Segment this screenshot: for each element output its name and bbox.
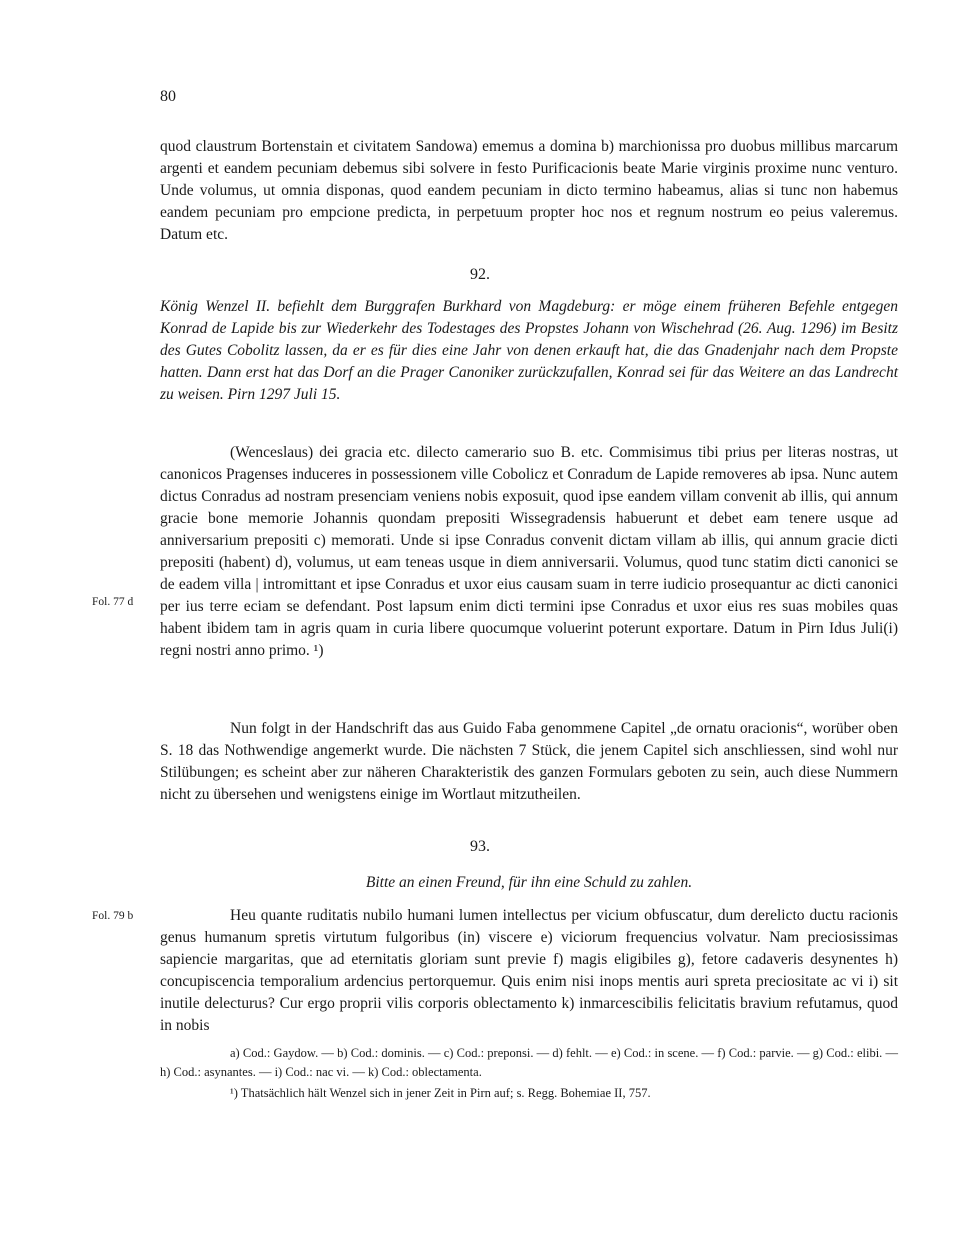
doc-number-93: 93. xyxy=(470,838,490,855)
section-93-body-block xyxy=(160,905,898,1037)
editorial-note: Nun folgt in der Handschrift das aus Guido Faba genommene Capitel „de ornatu oracionis“, worüber oben S. 18 das Nothwendige angemerkt wurde. Die nächsten 7 Stück, die jenem Capitel sich anschliessen, sind wohl nur Stilübungen; es scheint aber zur näheren Charakteristik des ganzen Formulars geboten zu sein, auch diese Nummern nicht zu übersehen und wenigstens einige im Wortlaut mitzutheilen. xyxy=(160,720,898,803)
section-92-heading-block xyxy=(160,296,898,406)
section-92-body: (Wenceslaus) dei gracia etc. dilecto camerario suo B. etc. Commisimus tibi prius per literas nostras, ut canonicos Pragenses induceres in possessionem ville Cobolicz et Conradum de Lapide removeres ab ipsa. Nunc autem dictus Conradus ad nostram presenciam veniens nobis exposuit, quod ipse eandem villam convenit ab illis, qui annum gracie bone memorie Johannis quondam prepositi Wissegradensis habuerunt et debet eam tenere usque ad anniversarium prepositi c) memorati. Unde si ipse Conradus convenit dictam villam ab illis, qui annum gracie dicti prepositi (habent) d), volumus, ut eam teneas usque in diem anniversarii. Volumus, quod tunc statim dicti canonici se de eadem villa | intromittant et ipse Conradus et uxor eius causam suam in terre iudicio prosequantur ac dicti canonici per ius terre eciam se defendant. Post lapsum enim dicti termini ipse Conradus et uxor eius res suas mobiles quas habent ibidem tam in agris quam in curia libere quocumque voluerint poterunt exportare. Datum in Pirn Idus Juli(i) regni nostri anno primo. ¹) xyxy=(160,444,898,659)
doc-number-92: 92. xyxy=(470,266,490,283)
footnote-historical: ¹) Thatsächlich hält Wenzel sich in jener Zeit in Pirn auf; s. Regg. Bohemiae II, 757. xyxy=(230,1086,651,1100)
section-93-heading-block xyxy=(160,872,898,894)
section-93-body: Heu quante ruditatis nubilo humani lumen intellectus per vicium obfuscatur, dum derelicto ductu racionis genus humanum spretis virtutum fulgoribus (in) viscere e) viciorum frequencius volvatur. Nam preciosissimas sapiencie margaritas, que ad eternitatis gloriam sunt previe f) magis eligibiles g), fetore cadaveris desynentes h) concupiscencia temporalium ardencius pertorquemur. Quis enim nisi inops mentis auri spreta preciositate ac vi i) sit inutile delecturus? Cur ergo proprii vilis corporis oblectamento k) inmarcescibilis felicitatis bravium refutamus, quod in nobis xyxy=(160,907,898,1034)
section-91-tail xyxy=(160,136,898,246)
section-92-heading: König Wenzel II. befiehlt dem Burggrafen Burkhard von Magdeburg: er möge einem früheren Befehle entgegen Konrad de Lapide bis zur Wiederkehr des Todestages des Propstes Johann von Wischehrad (26. Aug. 1296) im Besitz des Gutes Cobolitz lassen, da er es für dies eine Jahr von denen erkauft hat, die das Gnadenjahr nach dem Propste hatten. Dann erst hat das Dorf an die Prager Canoniker zurückzufallen, Konrad sei für das Weitere an das Landrecht zu weisen. Pirn 1297 Juli 15. xyxy=(160,298,898,403)
margin-note-fol-77d: Fol. 77 d xyxy=(92,596,134,608)
editorial-note-block xyxy=(160,718,898,806)
footnotes-variants: a) Cod.: Gaydow. — b) Cod.: dominis. — c) Cod.: preponsi. — d) fehlt. — e) Cod.: in scene. — f) Cod.: parvie. — g) Cod.: elibi. — h) Cod.: asynantes. — i) Cod.: nac vi. — k) Cod.: oblectamenta. xyxy=(160,1046,898,1079)
footnotes-variants-block xyxy=(160,1044,898,1082)
margin-note-fol-79b: Fol. 79 b xyxy=(92,910,134,922)
page-number: 80 xyxy=(160,88,176,105)
section-91-text: quod claustrum Bortenstain et civitatem Sandowa) ememus a domina b) marchionissa pro duobus millibus marcarum argenti et eandem pecuniam debemus sibi solvere in festo Purificacionis beate Marie virginis proxime nunc venturo. Unde volumus, ut omnia disponas, quod eandem pecuniam in dicto termino habeamus, alias si tunc non habemus eandem pecuniam pro empcione predicta, in perpetuum propter hoc nos et regnum nostrum eo peius valeremus. Datum etc. xyxy=(160,138,898,243)
footnotes-historical-block xyxy=(160,1084,898,1103)
section-93-heading: Bitte an einen Freund, für ihn eine Schuld zu zahlen. xyxy=(365,874,693,891)
section-92-body-block xyxy=(160,442,898,662)
